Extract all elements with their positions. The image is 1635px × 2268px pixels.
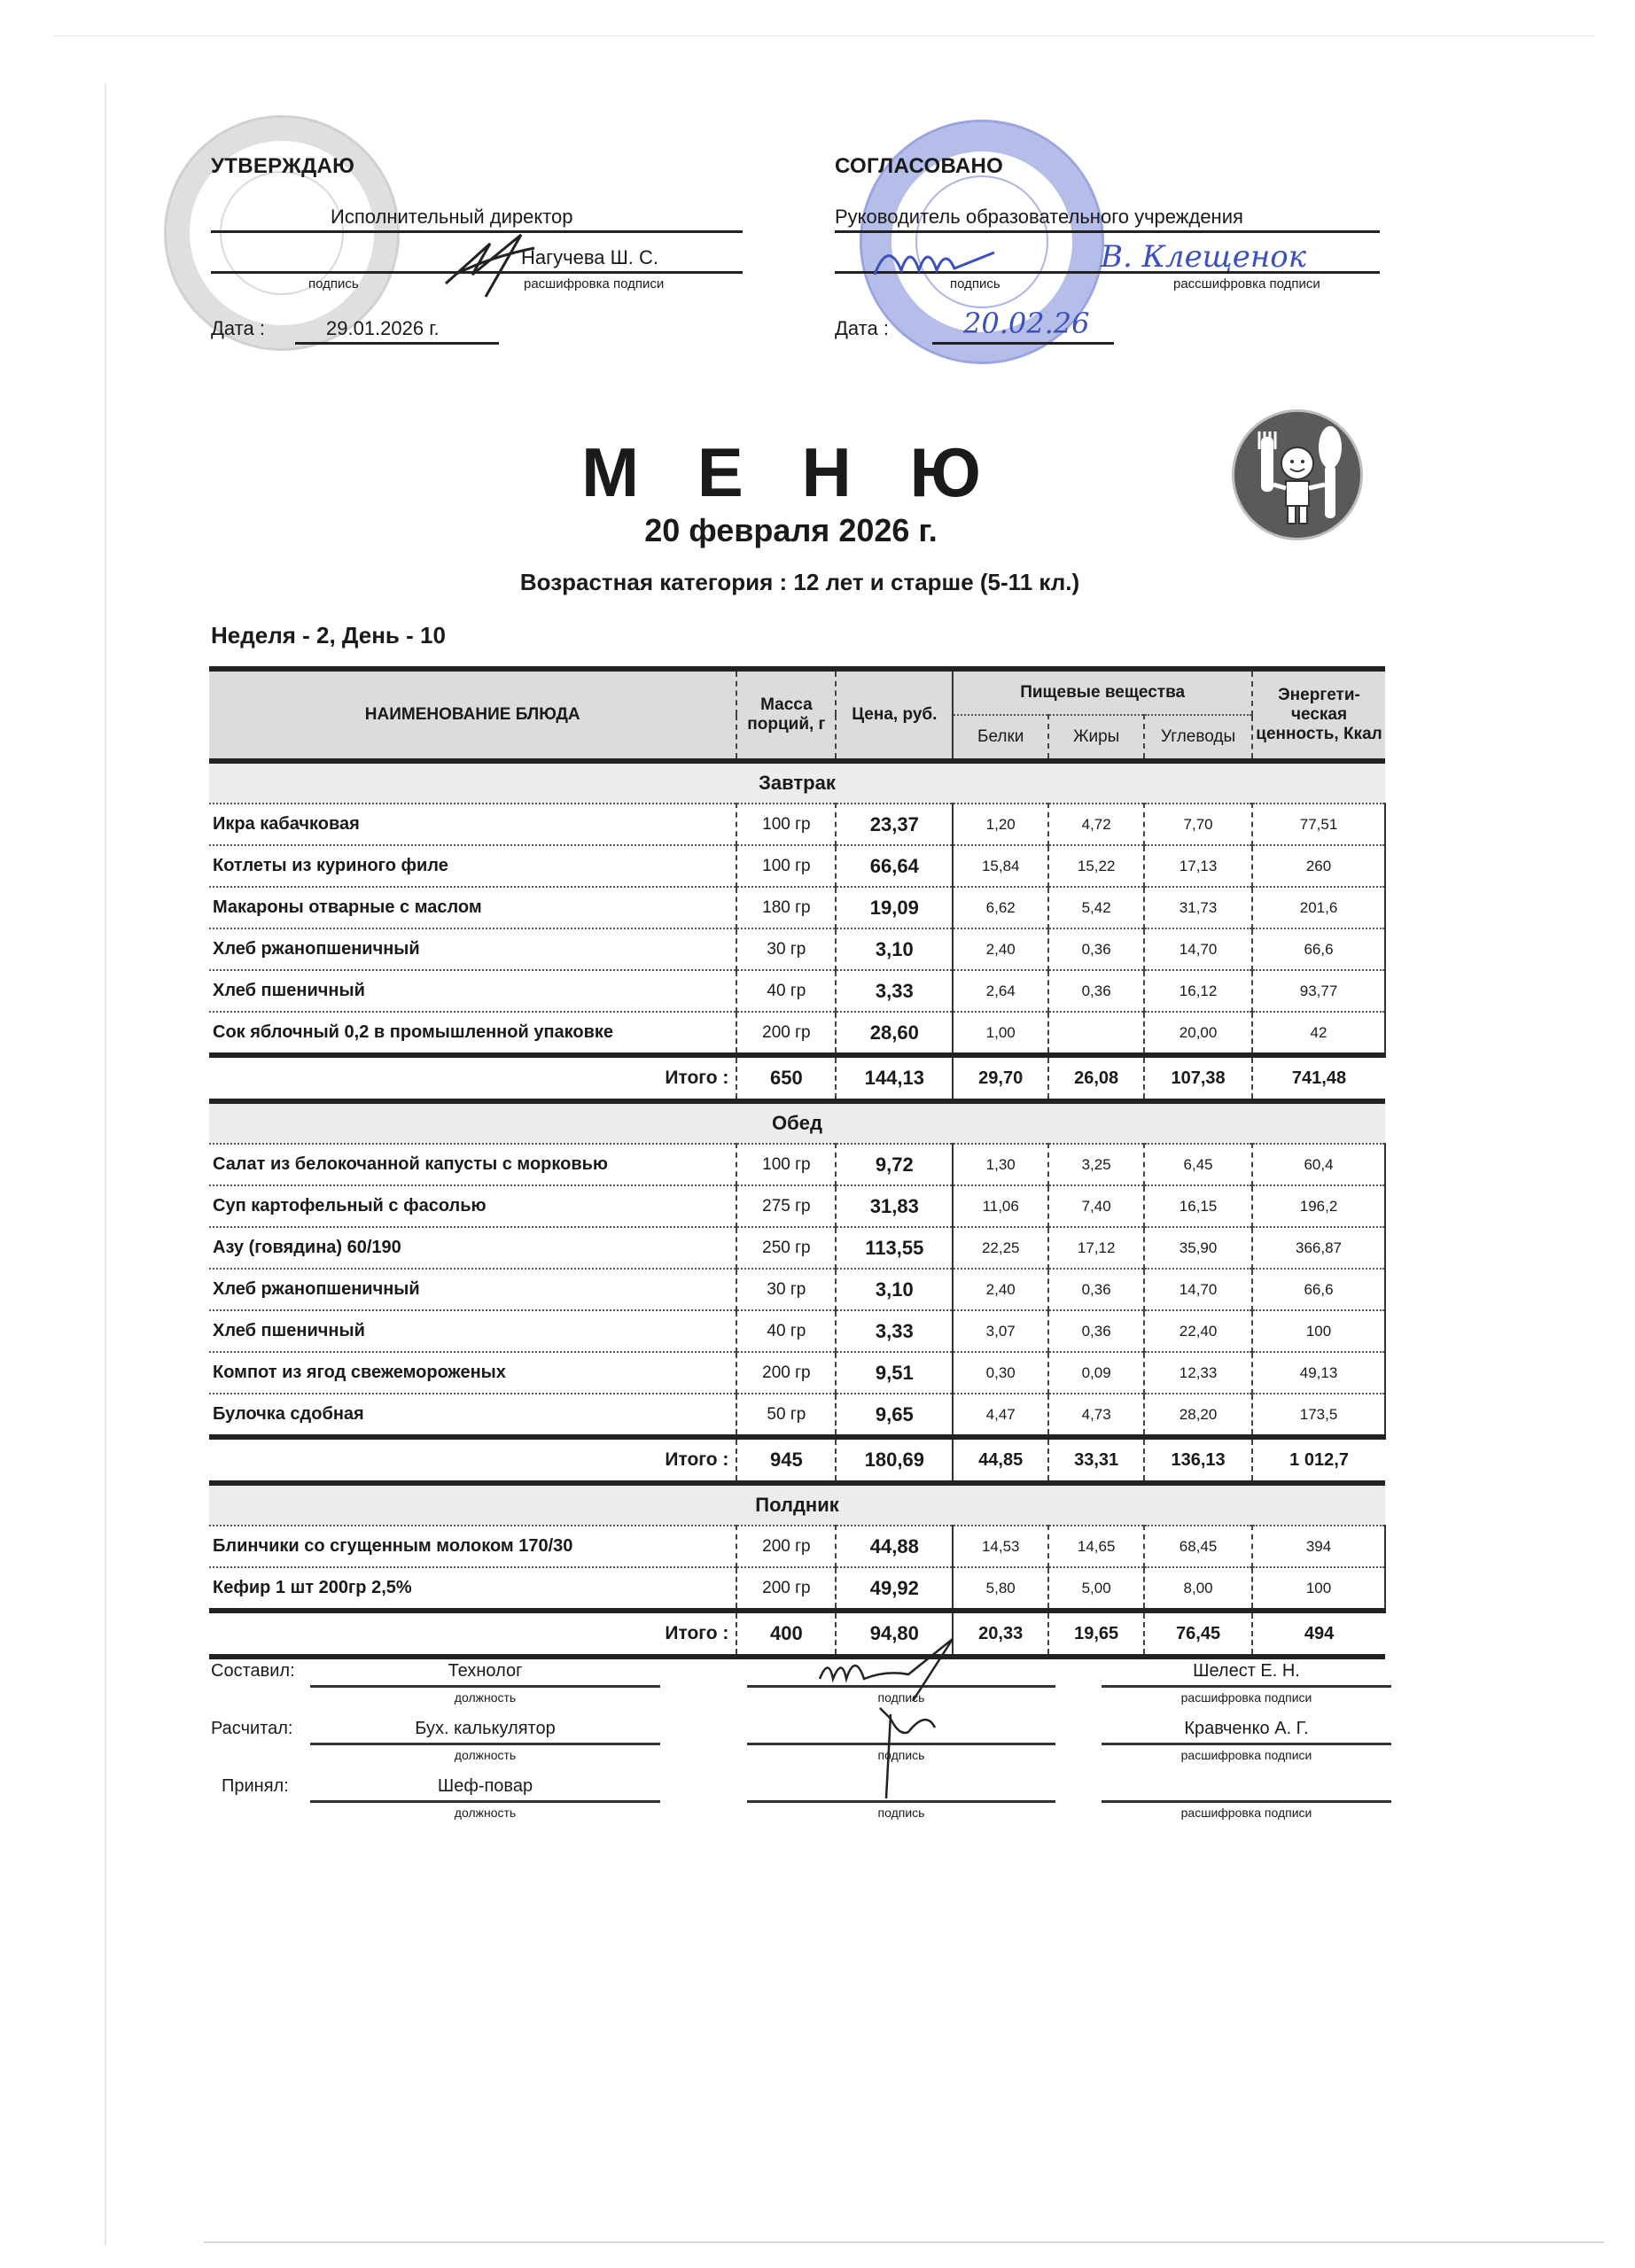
cell-carbs: 68,45 [1144, 1526, 1252, 1567]
cell-carbs: 7,70 [1144, 804, 1252, 845]
cell-fat: 4,73 [1048, 1394, 1144, 1437]
total-mass: 945 [736, 1437, 836, 1483]
table-row [209, 1227, 1385, 1269]
cell-carbs: 14,70 [1144, 928, 1252, 970]
cell-carbs: 28,20 [1144, 1394, 1252, 1437]
dish-name: Хлеб пшеничный [209, 970, 736, 1012]
table-row [209, 845, 1385, 887]
cell-kcal: 394 [1252, 1526, 1385, 1567]
handwritten-signature-icon [437, 221, 543, 301]
dish-name: Макароны отварные с маслом [209, 887, 736, 928]
cell-kcal: 66,6 [1252, 928, 1385, 970]
cell-price: 19,09 [836, 887, 953, 928]
table-row [209, 1310, 1385, 1352]
cell-price: 3,33 [836, 970, 953, 1012]
dish-name: Сок яблочный 0,2 в промышленной упаковке [209, 1012, 736, 1055]
agreement-heading: СОГЛАСОВАНО [835, 154, 1004, 178]
col-header-mass: Масса порций, г [736, 669, 836, 761]
cell-price: 66,64 [836, 845, 953, 887]
total-kcal: 1 012,7 [1252, 1437, 1385, 1483]
col-header-name: НАИМЕНОВАНИЕ БЛЮДА [209, 669, 736, 761]
col-header-nutrients: Пищевые вещества [953, 669, 1252, 715]
handwritten-date: 20.02.26 [963, 307, 1090, 340]
cell-mass: 50 гр [736, 1394, 836, 1437]
signature-caption: подпись [308, 276, 359, 291]
position-line [310, 1685, 660, 1688]
total-fat: 19,65 [1048, 1611, 1144, 1657]
cell-price: 3,10 [836, 1269, 953, 1310]
position-line [835, 230, 1380, 233]
cell-kcal: 201,6 [1252, 887, 1385, 928]
age-category [0, 569, 1635, 596]
cell-fat: 7,40 [1048, 1185, 1144, 1227]
cell-price: 9,72 [836, 1144, 953, 1185]
date-label: Дата : [835, 317, 889, 339]
section-row [209, 1101, 1385, 1144]
cell-protein: 2,40 [953, 1269, 1048, 1310]
total-price: 144,13 [836, 1055, 953, 1101]
approver-name: Нагучева Ш. С. [521, 246, 659, 268]
cell-fat [1048, 1012, 1144, 1055]
cell-price: 9,65 [836, 1394, 953, 1437]
cell-kcal: 100 [1252, 1567, 1385, 1611]
cell-fat: 0,09 [1048, 1352, 1144, 1394]
col-header-energy: Энергети-ческая ценность, Ккал [1252, 669, 1385, 761]
section-title: Завтрак [209, 761, 1385, 804]
footer-name: Шелест Е. Н. [1193, 1661, 1300, 1681]
cell-mass: 100 гр [736, 845, 836, 887]
total-kcal: 494 [1252, 1611, 1385, 1657]
table-row [209, 970, 1385, 1012]
cell-mass: 200 гр [736, 1352, 836, 1394]
cell-mass: 180 гр [736, 887, 836, 928]
dish-name: Хлеб пшеничный [209, 1310, 736, 1352]
cell-kcal: 49,13 [1252, 1352, 1385, 1394]
table-row [209, 928, 1385, 970]
cell-fat: 15,22 [1048, 845, 1144, 887]
decode-line [1102, 1800, 1391, 1803]
decode-caption: расшифровка подписи [524, 276, 665, 291]
footer-position: Бух. калькулятор [415, 1719, 556, 1738]
col-header-price: Цена, руб. [836, 669, 953, 761]
section-row [209, 761, 1385, 804]
footer-name: Кравченко А. Г. [1184, 1719, 1309, 1738]
position-line [310, 1743, 660, 1745]
total-carbs: 76,45 [1144, 1611, 1252, 1657]
organization-stamp-icon [164, 115, 400, 351]
cell-mass: 100 гр [736, 804, 836, 845]
scan-edge [204, 2241, 1604, 2243]
total-kcal: 741,48 [1252, 1055, 1385, 1101]
cell-protein: 14,53 [953, 1526, 1048, 1567]
cell-kcal: 173,5 [1252, 1394, 1385, 1437]
dish-name: Суп картофельный с фасолью [209, 1185, 736, 1227]
cell-fat: 0,36 [1048, 928, 1144, 970]
handwritten-name: В. Клещенок [1101, 239, 1307, 275]
table-row [209, 1144, 1385, 1185]
signature-caption: подпись [950, 276, 1000, 291]
agreer-position: Руководитель образовательного учреждения [835, 206, 1243, 228]
child-with-fork-and-spoon-icon [1232, 409, 1363, 540]
table-row [209, 1526, 1385, 1567]
cell-carbs: 8,00 [1144, 1567, 1252, 1611]
dish-name: Блинчики со сгущенным молоком 170/30 [209, 1526, 736, 1567]
cell-carbs: 12,33 [1144, 1352, 1252, 1394]
total-row [209, 1611, 1385, 1657]
total-price: 180,69 [836, 1437, 953, 1483]
position-caption: должность [454, 1806, 517, 1820]
cell-carbs: 16,12 [1144, 970, 1252, 1012]
decode-caption: расшифровка подписи [1180, 1748, 1312, 1762]
page-title [0, 432, 1635, 513]
dish-name: Икра кабачковая [209, 804, 736, 845]
total-row [209, 1437, 1385, 1483]
cell-protein: 0,30 [953, 1352, 1048, 1394]
approver-position: Исполнительный директор [331, 206, 573, 228]
cell-protein: 4,47 [953, 1394, 1048, 1437]
footer-role-label: Расчитал: [211, 1719, 293, 1738]
cell-fat: 17,12 [1048, 1227, 1144, 1269]
handwritten-signature-icon [870, 235, 1047, 288]
signature-caption: подпись [877, 1690, 925, 1705]
cell-kcal: 196,2 [1252, 1185, 1385, 1227]
cell-fat: 3,25 [1048, 1144, 1144, 1185]
approval-heading: УТВЕРЖДАЮ [211, 154, 355, 178]
cell-mass: 30 гр [736, 928, 836, 970]
dish-name: Хлеб ржанопшеничный [209, 928, 736, 970]
section-title: Обед [209, 1101, 1385, 1144]
cell-protein: 2,64 [953, 970, 1048, 1012]
total-fat: 33,31 [1048, 1437, 1144, 1483]
footer-role-label: Принял: [222, 1776, 289, 1796]
cell-kcal: 100 [1252, 1310, 1385, 1352]
total-protein: 29,70 [953, 1055, 1048, 1101]
date-label: Дата : [211, 317, 265, 339]
cell-fat: 5,42 [1048, 887, 1144, 928]
footer-role-label: Составил: [211, 1661, 295, 1681]
total-price: 94,80 [836, 1611, 953, 1657]
decode-line [1102, 1685, 1391, 1688]
cell-price: 49,92 [836, 1567, 953, 1611]
cell-mass: 40 гр [736, 970, 836, 1012]
date-line [295, 342, 499, 345]
table-row [209, 1394, 1385, 1437]
position-caption: должность [454, 1748, 517, 1762]
menu-table-body [209, 761, 1385, 1657]
total-fat: 26,08 [1048, 1055, 1144, 1101]
cell-protein: 2,40 [953, 928, 1048, 970]
section-title: Полдник [209, 1483, 1385, 1526]
cell-kcal: 93,77 [1252, 970, 1385, 1012]
cell-kcal: 260 [1252, 845, 1385, 887]
cell-kcal: 60,4 [1252, 1144, 1385, 1185]
decode-caption: рассшифровка подписи [1173, 276, 1320, 291]
cell-mass: 30 гр [736, 1269, 836, 1310]
cell-price: 23,37 [836, 804, 953, 845]
menu-date-text: 20 февраля 2026 г. [644, 512, 938, 548]
dish-name: Хлеб ржанопшеничный [209, 1269, 736, 1310]
cell-carbs: 20,00 [1144, 1012, 1252, 1055]
table-row [209, 1269, 1385, 1310]
cell-carbs: 17,13 [1144, 845, 1252, 887]
cell-price: 9,51 [836, 1352, 953, 1394]
total-carbs: 107,38 [1144, 1055, 1252, 1101]
total-mass: 650 [736, 1055, 836, 1101]
footer-position: Технолог [448, 1661, 523, 1681]
decode-caption: расшифровка подписи [1180, 1806, 1312, 1820]
cell-mass: 200 гр [736, 1012, 836, 1055]
date-line [932, 342, 1114, 345]
cell-mass: 40 гр [736, 1310, 836, 1352]
decode-line [1102, 1743, 1391, 1745]
cell-fat: 0,36 [1048, 1269, 1144, 1310]
footer-position: Шеф-повар [437, 1776, 533, 1796]
title-text: М Е Н Ю [581, 433, 1000, 511]
cell-mass: 100 гр [736, 1144, 836, 1185]
total-carbs: 136,13 [1144, 1437, 1252, 1483]
table-row [209, 1185, 1385, 1227]
cell-price: 3,10 [836, 928, 953, 970]
cell-mass: 200 гр [736, 1526, 836, 1567]
cell-price: 44,88 [836, 1526, 953, 1567]
cell-carbs: 31,73 [1144, 887, 1252, 928]
cell-price: 3,33 [836, 1310, 953, 1352]
cell-kcal: 66,6 [1252, 1269, 1385, 1310]
cell-price: 28,60 [836, 1012, 953, 1055]
signature-caption: подпись [877, 1806, 925, 1820]
cell-protein: 6,62 [953, 887, 1048, 928]
signature-caption: подпись [877, 1748, 925, 1762]
cell-carbs: 16,15 [1144, 1185, 1252, 1227]
total-label: Итого : [209, 1055, 736, 1101]
dish-name: Компот из ягод свежемороженых [209, 1352, 736, 1394]
table-row [209, 1352, 1385, 1394]
col-header-fat: Жиры [1048, 715, 1144, 761]
cell-carbs: 14,70 [1144, 1269, 1252, 1310]
dish-name: Кефир 1 шт 200гр 2,5% [209, 1567, 736, 1611]
total-protein: 20,33 [953, 1611, 1048, 1657]
col-header-protein: Белки [953, 715, 1048, 761]
cell-kcal: 42 [1252, 1012, 1385, 1055]
table-row [209, 1567, 1385, 1611]
total-label: Итого : [209, 1437, 736, 1483]
handwritten-signature-icon [802, 1630, 1032, 1807]
cell-fat: 14,65 [1048, 1526, 1144, 1567]
total-mass: 400 [736, 1611, 836, 1657]
section-row [209, 1483, 1385, 1526]
dish-name: Булочка сдобная [209, 1394, 736, 1437]
position-caption: должность [454, 1690, 517, 1705]
cell-mass: 250 гр [736, 1227, 836, 1269]
cell-fat: 4,72 [1048, 804, 1144, 845]
cell-carbs: 35,90 [1144, 1227, 1252, 1269]
cell-carbs: 22,40 [1144, 1310, 1252, 1352]
cell-price: 31,83 [836, 1185, 953, 1227]
position-line [310, 1800, 660, 1803]
table-row [209, 804, 1385, 845]
cell-protein: 3,07 [953, 1310, 1048, 1352]
cell-mass: 275 гр [736, 1185, 836, 1227]
dish-name: Котлеты из куриного филе [209, 845, 736, 887]
week-day: Неделя - 2, День - 10 [211, 622, 446, 649]
cell-protein: 22,25 [953, 1227, 1048, 1269]
cell-protein: 1,30 [953, 1144, 1048, 1185]
cell-protein: 1,20 [953, 804, 1048, 845]
scan-edge [53, 35, 1595, 36]
col-header-carbs: Углеводы [1144, 715, 1252, 761]
cell-kcal: 77,51 [1252, 804, 1385, 845]
menu-table [209, 666, 1386, 1659]
scan-edge [105, 84, 106, 2246]
dish-name: Азу (говядина) 60/190 [209, 1227, 736, 1269]
decode-caption: расшифровка подписи [1180, 1690, 1312, 1705]
cell-fat: 5,00 [1048, 1567, 1144, 1611]
total-protein: 44,85 [953, 1437, 1048, 1483]
menu-date [0, 512, 1635, 549]
cell-fat: 0,36 [1048, 970, 1144, 1012]
approval-date: 29.01.2026 г. [326, 317, 440, 339]
cell-kcal: 366,87 [1252, 1227, 1385, 1269]
age-category-text: Возрастная категория : 12 лет и старше (5-11 кл.) [519, 569, 1080, 595]
cell-fat: 0,36 [1048, 1310, 1144, 1352]
table-row [209, 1012, 1385, 1055]
total-row [209, 1055, 1385, 1101]
cell-protein: 5,80 [953, 1567, 1048, 1611]
cell-protein: 11,06 [953, 1185, 1048, 1227]
cell-mass: 200 гр [736, 1567, 836, 1611]
cell-protein: 1,00 [953, 1012, 1048, 1055]
cell-protein: 15,84 [953, 845, 1048, 887]
cell-price: 113,55 [836, 1227, 953, 1269]
cell-carbs: 6,45 [1144, 1144, 1252, 1185]
table-row [209, 887, 1385, 928]
total-label: Итого : [209, 1611, 736, 1657]
dish-name: Салат из белокочанной капусты с морковью [209, 1144, 736, 1185]
